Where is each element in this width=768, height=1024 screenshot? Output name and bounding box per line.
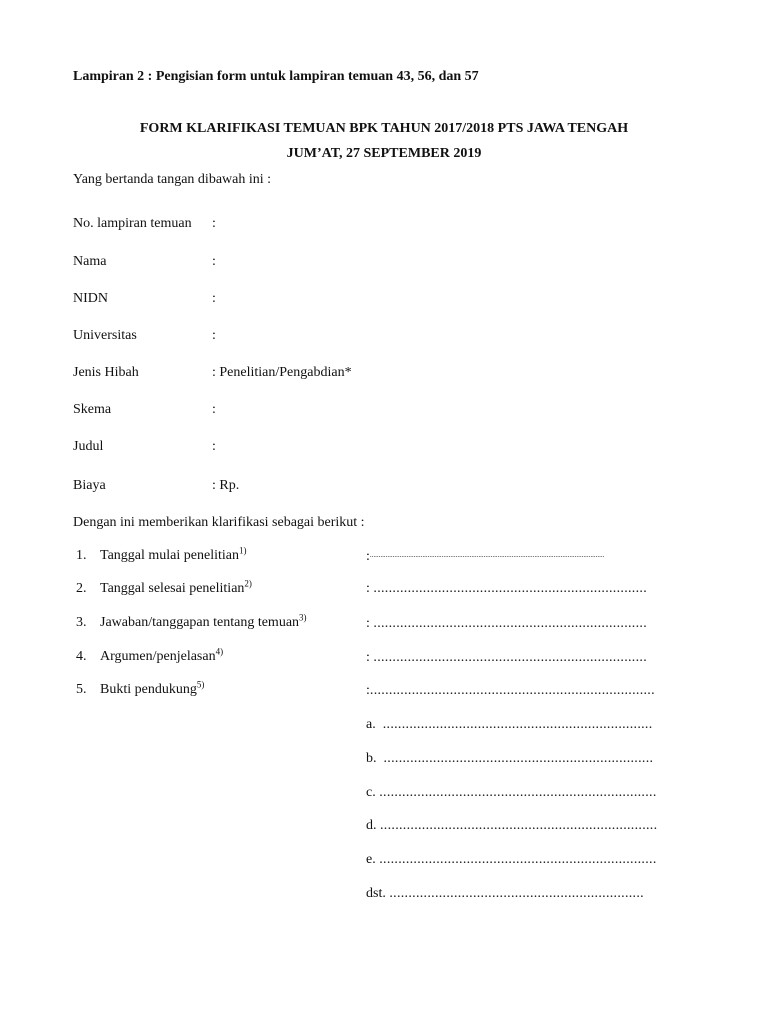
footnote-marker: 1) (238, 545, 247, 556)
evidence-line-dst[interactable] (366, 885, 644, 903)
form-date: JUM’AT, 27 SEPTEMBER 2019 (286, 146, 482, 161)
evidence-dots: ....................................................................... (382, 717, 653, 732)
fill-prefix: : (366, 616, 370, 631)
fill-dots: ........................................................................... (369, 683, 655, 698)
field-label-jenis-hibah: Jenis Hibah (73, 365, 139, 380)
evidence-dots: ......................................................................... (379, 785, 657, 800)
field-label-nidn: NIDN (73, 291, 108, 306)
field-label-skema: Skema (73, 402, 112, 417)
item-label-text: Jawaban/tanggapan tentang temuan (100, 615, 300, 630)
fill-dots: ........................................................................ (373, 616, 647, 631)
evidence-line-a[interactable] (366, 716, 653, 734)
item-fill-tanggal-selesai[interactable] (366, 580, 647, 598)
fill-dots: ........................................................................ (373, 581, 647, 596)
evidence-dots: ................................................................... (389, 886, 644, 901)
field-label-judul: Judul (73, 439, 104, 454)
field-value-nidn[interactable]: : (212, 291, 216, 306)
evidence-line-b[interactable] (366, 750, 653, 768)
evidence-prefix: d. (366, 818, 377, 833)
fill-prefix: : (366, 549, 370, 564)
item-fill-jawaban[interactable] (366, 615, 647, 633)
item-fill-bukti[interactable] (366, 682, 655, 700)
attachment-title: Lampiran 2 : Pengisian form untuk lampiran temuan 43, 56, dan 57 (73, 69, 479, 84)
field-label-no-lampiran: No. lampiran temuan (73, 216, 192, 231)
item-label-text: Tanggal selesai penelitian (100, 581, 245, 596)
fill-prefix: : (366, 683, 370, 698)
item-number: 5. (76, 682, 87, 697)
intro-text: Yang bertanda tangan dibawah ini : (73, 172, 272, 187)
evidence-prefix: e. (366, 852, 376, 867)
fill-dots: ........................................................................ (373, 650, 647, 665)
clarification-intro: Dengan ini memberikan klarifikasi sebagai berikut : (73, 515, 365, 530)
field-label-universitas: Universitas (73, 328, 137, 343)
field-value-biaya[interactable]: : Rp. (212, 478, 240, 493)
evidence-prefix: c. (366, 785, 376, 800)
item-fill-argumen[interactable] (366, 649, 647, 667)
footnote-marker: 3) (299, 612, 307, 623)
footnote-marker: 5) (196, 679, 205, 690)
fill-prefix: : (366, 650, 370, 665)
footnote-marker: 4) (215, 646, 224, 657)
item-fill-tanggal-mulai[interactable] (366, 546, 604, 566)
field-value-nama[interactable]: : (212, 254, 216, 269)
field-label-biaya: Biaya (73, 478, 106, 493)
item-number: 3. (76, 615, 87, 630)
evidence-line-d[interactable] (366, 817, 657, 835)
item-label-jawaban (100, 614, 307, 632)
evidence-prefix: b. (366, 751, 377, 766)
field-value-no-lampiran[interactable]: : (212, 216, 216, 231)
fill-prefix: : (366, 581, 370, 596)
item-label-text: Tanggal mulai penelitian (100, 548, 239, 563)
evidence-line-c[interactable] (366, 784, 657, 802)
fill-dots: ...................................................................................................................................... (369, 551, 605, 559)
item-label-argumen (100, 648, 223, 666)
field-value-skema[interactable]: : (212, 402, 216, 417)
evidence-line-e[interactable] (366, 851, 657, 869)
item-label-text: Argumen/penjelasan (100, 649, 216, 664)
field-value-universitas[interactable]: : (212, 328, 216, 343)
field-value-judul[interactable]: : (212, 439, 216, 454)
item-number: 4. (76, 649, 87, 664)
field-label-nama: Nama (73, 254, 107, 269)
item-number: 2. (76, 581, 87, 596)
item-label-bukti (100, 681, 204, 699)
item-label-tanggal-mulai (100, 547, 246, 565)
evidence-dots: ......................................................................... (380, 818, 658, 833)
footnote-marker: 2) (244, 578, 252, 589)
evidence-prefix: dst. (366, 886, 386, 901)
form-title: FORM KLARIFIKASI TEMUAN BPK TAHUN 2017/2018 PTS JAWA TENGAH (139, 121, 629, 136)
item-label-text: Bukti pendukung (100, 682, 197, 697)
field-value-jenis-hibah[interactable]: : Penelitian/Pengabdian* (212, 365, 352, 380)
item-number: 1. (76, 548, 87, 563)
item-label-tanggal-selesai (100, 580, 252, 598)
evidence-dots: ......................................................................... (379, 852, 657, 867)
evidence-dots: ....................................................................... (383, 751, 654, 766)
evidence-prefix: a. (366, 717, 376, 732)
